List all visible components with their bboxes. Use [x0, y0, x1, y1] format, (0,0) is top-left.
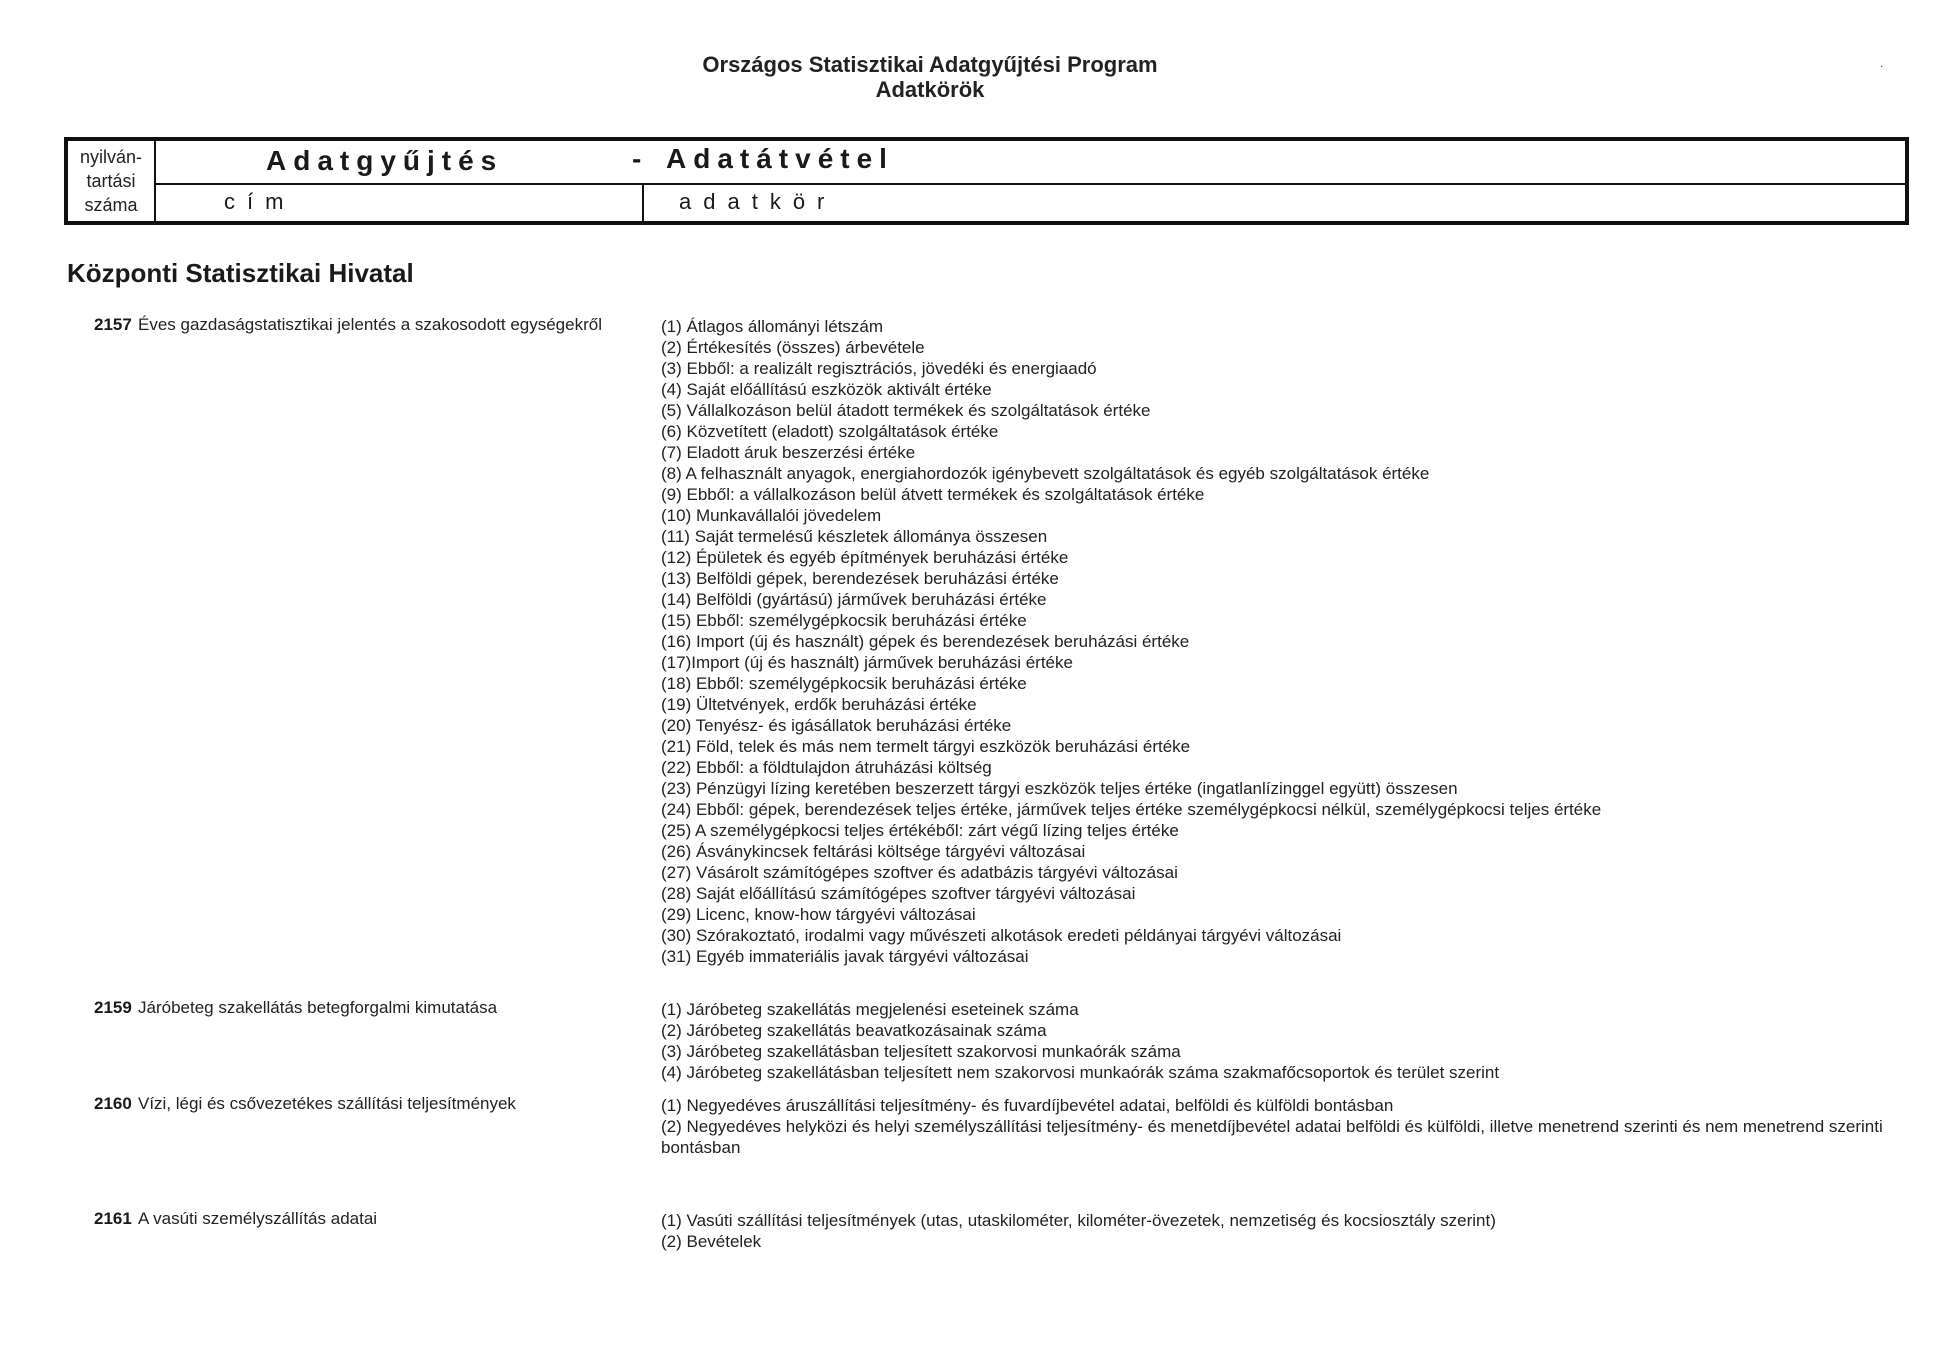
reception-heading: Adatátvétel: [666, 143, 894, 174]
list-item: (2) Értékesítés (összes) árbevétele: [661, 338, 925, 357]
list-item: (16) Import (új és használt) gépek és berendezések beruházási értéke: [661, 632, 1190, 651]
survey-id: 2161: [94, 1209, 132, 1228]
list-item: (1) Átlagos állományi létszám: [661, 317, 884, 336]
list-item: (27) Vásárolt számítógépes szoftver és adatbázis tárgyévi változásai: [661, 863, 1178, 882]
data-scope-list: [661, 316, 1891, 967]
list-item: (23) Pénzügyi lízing keretében beszerzett tárgyi eszközök teljes értéke (ingatlanlízinggel együtt) összesen: [661, 779, 1458, 798]
list-item: (20) Tenyész- és igásállatok beruházási értéke: [661, 716, 1012, 735]
list-item: (19) Ültetvények, erdők beruházási értéke: [661, 695, 977, 714]
list-item: (22) Ebből: a földtulajdon átruházási költség: [661, 758, 992, 777]
list-item: (3) Ebből: a realizált regisztrációs, jövedéki és energiaadó: [661, 359, 1097, 378]
list-item: (4) Saját előállítású eszközök aktivált értéke: [661, 380, 992, 399]
list-item: (15) Ebből: személygépkocsik beruházási értéke: [661, 611, 1027, 630]
corner-mark: .: [1880, 56, 1884, 70]
list-item: (30) Szórakoztató, irodalmi vagy művészeti alkotások eredeti példányai tárgyévi változásai: [661, 926, 1342, 945]
column-header-box: [64, 137, 1909, 225]
title-line-2: Adatkörök: [875, 77, 985, 102]
list-item: (18) Ebből: személygépkocsik beruházási értéke: [661, 674, 1027, 693]
list-item: (4) Járóbeteg szakellátásban teljesített nem szakorvosi munkaórák száma szakmafőcsoportok és terület szerint: [661, 1063, 1500, 1082]
scope-column-label: adatkör: [679, 189, 837, 214]
heading-dash: -: [632, 143, 649, 174]
survey-title: Éves gazdaságstatisztikai jelentés a szakosodott egységekről: [138, 315, 602, 334]
list-item: (10) Munkavállalói jövedelem: [661, 506, 882, 525]
list-item: (12) Épületek és egyéb építmények beruházási értéke: [661, 548, 1069, 567]
survey-title: Járóbeteg szakellátás betegforgalmi kimutatása: [138, 998, 498, 1017]
list-item: (1) Negyedéves áruszállítási teljesítmény- és fuvardíjbevétel adatai, belföldi és külföldi bontásban: [661, 1096, 1394, 1115]
list-item: (17)Import (új és használt) járművek beruházási értéke: [661, 653, 1073, 672]
list-item: (2) Bevételek: [661, 1232, 762, 1251]
list-item: (1) Járóbeteg szakellátás megjelenési eseteinek száma: [661, 1000, 1079, 1019]
data-scope-list: [661, 999, 1891, 1083]
survey-id: 2157: [94, 315, 132, 334]
data-scope-list: [661, 1210, 1891, 1252]
list-item: (8) A felhasznált anyagok, energiahordozók igénybevett szolgáltatások és egyéb szolgáltatások értéke: [661, 464, 1430, 483]
list-item: (14) Belföldi (gyártású) járművek beruházási értéke: [661, 590, 1047, 609]
list-item: (2) Negyedéves helyközi és helyi személyszállítási teljesítmény- és menetdíjbevétel adatai belföldi és külföldi, illetve menetrend szerinti és nem menetrend szerinti bontásban: [661, 1117, 1883, 1157]
list-item: (21) Föld, telek és más nem termelt tárgyi eszközök beruházási értéke: [661, 737, 1191, 756]
survey-title: Vízi, légi és csővezetékes szállítási teljesítmények: [138, 1094, 516, 1113]
survey-id: 2159: [94, 998, 132, 1017]
title-column-label: cím: [224, 189, 296, 214]
document-title: [0, 52, 1860, 102]
list-item: (1) Vasúti szállítási teljesítmények (utas, utaskilométer, kilométer-övezetek, nemzetiség és kocsiosztály szerint): [661, 1211, 1496, 1230]
list-item: (31) Egyéb immateriális javak tárgyévi változásai: [661, 947, 1029, 966]
divider-vertical-1: [154, 141, 156, 221]
list-item: (11) Saját termelésű készletek állománya összesen: [661, 527, 1048, 546]
list-item: (5) Vállalkozáson belül átadott termékek és szolgáltatások értéke: [661, 401, 1151, 420]
list-item: (26) Ásványkincsek feltárási költsége tárgyévi változásai: [661, 842, 1086, 861]
organization-heading: Központi Statisztikai Hivatal: [67, 258, 414, 288]
divider-horizontal: [156, 183, 1905, 185]
list-item: (13) Belföldi gépek, berendezések beruházási értéke: [661, 569, 1059, 588]
list-item: (9) Ebből: a vállalkozáson belül átvett termékek és szolgáltatások értéke: [661, 485, 1205, 504]
title-line-1: Országos Statisztikai Adatgyűjtési Program: [702, 52, 1158, 77]
collection-heading: Adatgyűjtés: [266, 145, 504, 176]
survey-title: A vasúti személyszállítás adatai: [138, 1209, 378, 1228]
registration-number-label: nyilván- tartási száma: [79, 147, 143, 215]
list-item: (6) Közvetített (eladott) szolgáltatások értéke: [661, 422, 999, 441]
survey-id: 2160: [94, 1094, 132, 1113]
data-scope-list: [661, 1095, 1891, 1158]
list-item: (2) Járóbeteg szakellátás beavatkozásainak száma: [661, 1021, 1047, 1040]
list-item: (3) Járóbeteg szakellátásban teljesített szakorvosi munkaórák száma: [661, 1042, 1181, 1061]
list-item: (29) Licenc, know-how tárgyévi változásai: [661, 905, 976, 924]
list-item: (28) Saját előállítású számítógépes szoftver tárgyévi változásai: [661, 884, 1136, 903]
divider-vertical-2: [642, 185, 644, 221]
list-item: (7) Eladott áruk beszerzési értéke: [661, 443, 916, 462]
list-item: (25) A személygépkocsi teljes értékéből: zárt végű lízing teljes értéke: [661, 821, 1179, 840]
list-item: (24) Ebből: gépek, berendezések teljes értéke, járművek teljes értéke személygépkocsi nélkül, személygépkocsi teljes értéke: [661, 800, 1602, 819]
